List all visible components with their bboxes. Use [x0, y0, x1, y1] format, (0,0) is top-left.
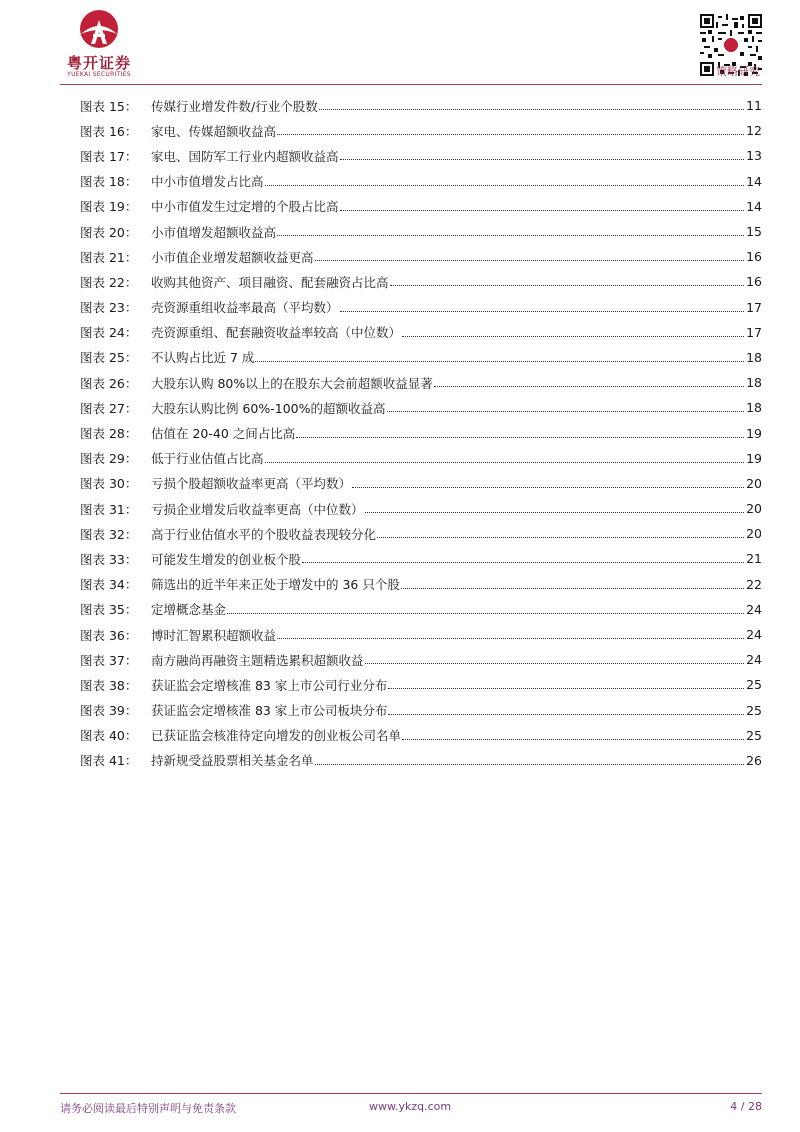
toc-label: 图表 34： — [80, 577, 138, 593]
toc-leader — [387, 411, 745, 412]
toc-title: 中小市值增发占比高 — [151, 174, 264, 190]
toc-entry[interactable] — [80, 446, 762, 471]
toc-leader — [227, 613, 744, 614]
toc-title: 不认购占比近 7 成 — [151, 350, 255, 366]
toc-leader — [265, 462, 745, 463]
toc-page: 18 — [746, 349, 762, 365]
toc-entry[interactable] — [80, 672, 762, 697]
toc-leader — [265, 185, 745, 186]
toc-page: 26 — [746, 752, 762, 768]
toc-entry[interactable] — [80, 748, 762, 773]
toc-label: 图表 22： — [80, 274, 138, 290]
toc-leader — [296, 437, 744, 438]
toc-title: 中小市值发生过定增的个股占比高 — [151, 199, 339, 215]
toc-label: 图表 23： — [80, 300, 138, 316]
toc-page: 15 — [746, 224, 762, 240]
toc-label: 图表 33： — [80, 551, 138, 567]
toc-entry[interactable] — [80, 295, 762, 320]
toc-leader — [401, 588, 744, 589]
toc-leader — [352, 487, 744, 488]
toc-page: 13 — [746, 148, 762, 164]
toc-label: 图表 15： — [80, 98, 138, 114]
toc-page: 25 — [746, 677, 762, 693]
toc-page: 24 — [746, 601, 762, 617]
toc-page: 16 — [746, 249, 762, 265]
toc-entry[interactable] — [80, 345, 762, 370]
toc-label: 图表 20： — [80, 224, 138, 240]
toc-entry[interactable] — [80, 244, 762, 269]
toc-label: 图表 31： — [80, 501, 138, 517]
toc-leader — [277, 134, 744, 135]
toc-page: 19 — [746, 450, 762, 466]
toc-leader — [277, 235, 744, 236]
toc-title: 小市值增发超额收益高 — [151, 224, 277, 240]
toc-entry[interactable] — [80, 521, 762, 546]
toc-page: 25 — [746, 702, 762, 718]
toc-entry[interactable] — [80, 723, 762, 748]
toc-label: 图表 37： — [80, 652, 138, 668]
toc-leader — [365, 663, 745, 664]
toc-page: 19 — [746, 425, 762, 441]
toc-leader — [302, 562, 744, 563]
toc-label: 图表 21： — [80, 249, 138, 265]
logo-mark-icon — [71, 8, 127, 52]
toc-page: 17 — [746, 299, 762, 315]
toc-title: 南方融尚再融资主题精选累积超额收益 — [151, 652, 364, 668]
toc-entry[interactable] — [80, 219, 762, 244]
header-divider — [60, 84, 762, 85]
toc-entry[interactable] — [80, 597, 762, 622]
toc-label: 图表 32： — [80, 526, 138, 542]
toc-label: 图表 29： — [80, 451, 138, 467]
toc-page: 11 — [746, 98, 762, 114]
toc-page: 14 — [746, 198, 762, 214]
toc-title: 大股东认购 80%以上的在股东大会前超额收益显著 — [151, 375, 433, 391]
toc-label: 图表 38： — [80, 677, 138, 693]
toc-page: 22 — [746, 576, 762, 592]
toc-page: 14 — [746, 173, 762, 189]
toc-entry[interactable] — [80, 622, 762, 647]
toc-page: 12 — [746, 123, 762, 139]
footer-disclaimer: 请务必阅读最后特别声明与免责条款 — [60, 1102, 236, 1115]
toc-label: 图表 17： — [80, 148, 138, 164]
toc-title: 壳资源重组收益率最高（平均数） — [151, 300, 339, 316]
toc-page: 20 — [746, 475, 762, 491]
toc-leader — [434, 386, 744, 387]
toc-label: 图表 19： — [80, 199, 138, 215]
toc-leader — [365, 512, 745, 513]
toc-leader — [340, 311, 745, 312]
toc-leader — [277, 638, 744, 639]
toc-page: 18 — [746, 375, 762, 391]
toc-title: 家电、国防军工行业内超额收益高 — [151, 148, 339, 164]
toc-title: 定增概念基金 — [151, 602, 227, 618]
toc-entry[interactable] — [80, 143, 762, 168]
toc-title: 可能发生增发的创业板个股 — [151, 551, 302, 567]
toc-entry[interactable] — [80, 194, 762, 219]
toc-label: 图表 40： — [80, 728, 138, 744]
toc-label: 图表 39： — [80, 703, 138, 719]
toc-entry[interactable] — [80, 546, 762, 571]
toc-title: 传媒行业增发件数/行业个股数 — [151, 98, 318, 114]
toc-entry[interactable] — [80, 269, 762, 294]
toc-entry[interactable] — [80, 496, 762, 521]
toc-title: 筛选出的近半年来正处于增发中的 36 只个股 — [151, 577, 400, 593]
toc-title: 持新规受益股票相关基金名单 — [151, 753, 314, 769]
toc-leader — [315, 260, 745, 261]
toc-entry[interactable] — [80, 395, 762, 420]
toc-page: 20 — [746, 501, 762, 517]
toc-leader — [340, 159, 745, 160]
toc-page: 20 — [746, 526, 762, 542]
toc-page: 25 — [746, 727, 762, 743]
toc-title: 收购其他资产、项目融资、配套融资占比高 — [151, 274, 389, 290]
toc-entry[interactable] — [80, 420, 762, 445]
toc-label: 图表 30： — [80, 476, 138, 492]
toc-label: 图表 25： — [80, 350, 138, 366]
toc-leader — [388, 688, 744, 689]
logo-cn-text: 粤开证券 — [66, 54, 131, 72]
toc-entry[interactable] — [80, 169, 762, 194]
page-number: 4 / 28 — [730, 1100, 762, 1113]
company-logo — [58, 8, 140, 78]
section-title: 策略研究 — [716, 65, 760, 78]
toc-page: 18 — [746, 400, 762, 416]
toc-label: 图表 18： — [80, 174, 138, 190]
toc-entry[interactable] — [80, 93, 762, 118]
toc-entry[interactable] — [80, 572, 762, 597]
toc-entry[interactable] — [80, 471, 762, 496]
toc-title: 获证监会定增核准 83 家上市公司板块分布 — [151, 703, 388, 719]
toc-leader — [319, 109, 744, 110]
toc-page: 24 — [746, 627, 762, 643]
toc-label: 图表 26： — [80, 375, 138, 391]
toc-leader — [388, 714, 744, 715]
toc-page: 16 — [746, 274, 762, 290]
logo-en-text: YUEKAI SECURITIES — [67, 71, 131, 78]
toc-label: 图表 27： — [80, 400, 138, 416]
toc-leader — [255, 361, 744, 362]
toc-title: 家电、传媒超额收益高 — [151, 123, 277, 139]
toc-page: 24 — [746, 652, 762, 668]
toc-entry[interactable] — [80, 118, 762, 143]
toc-entry[interactable] — [80, 647, 762, 672]
toc-title: 估值在 20-40 之间占比高 — [151, 426, 296, 442]
toc-leader — [402, 336, 744, 337]
toc-entry[interactable] — [80, 698, 762, 723]
toc-label: 图表 16： — [80, 123, 138, 139]
toc-label: 图表 36： — [80, 627, 138, 643]
toc-title: 已获证监会核准待定向增发的创业板公司名单 — [151, 728, 402, 744]
toc-title: 亏损个股超额收益率更高（平均数） — [151, 476, 352, 492]
toc-title: 低于行业估值占比高 — [151, 451, 264, 467]
toc-title: 获证监会定增核准 83 家上市公司行业分布 — [151, 677, 388, 693]
toc-title: 小市值企业增发超额收益更高 — [151, 249, 314, 265]
toc-label: 图表 28： — [80, 426, 138, 442]
toc-entry[interactable] — [80, 370, 762, 395]
toc-title: 博时汇智累积超额收益 — [151, 627, 277, 643]
figure-list — [80, 93, 762, 773]
toc-entry[interactable] — [80, 320, 762, 345]
toc-title: 壳资源重组、配套融资收益率较高（中位数） — [151, 325, 402, 341]
toc-label: 图表 35： — [80, 602, 138, 618]
toc-label: 图表 41： — [80, 753, 138, 769]
toc-leader — [390, 285, 745, 286]
toc-page: 17 — [746, 324, 762, 340]
toc-leader — [402, 739, 744, 740]
footer-divider — [60, 1093, 762, 1094]
footer-website-link[interactable]: www.ykzq.com — [369, 1100, 452, 1113]
toc-leader — [315, 764, 745, 765]
toc-title: 高于行业估值水平的个股收益表现较分化 — [151, 526, 377, 542]
toc-label: 图表 24： — [80, 325, 138, 341]
toc-title: 亏损企业增发后收益率更高（中位数） — [151, 501, 364, 517]
toc-title: 大股东认购比例 60%-100%的超额收益高 — [151, 400, 386, 416]
toc-leader — [377, 537, 744, 538]
toc-leader — [340, 210, 745, 211]
toc-page: 21 — [746, 551, 762, 567]
